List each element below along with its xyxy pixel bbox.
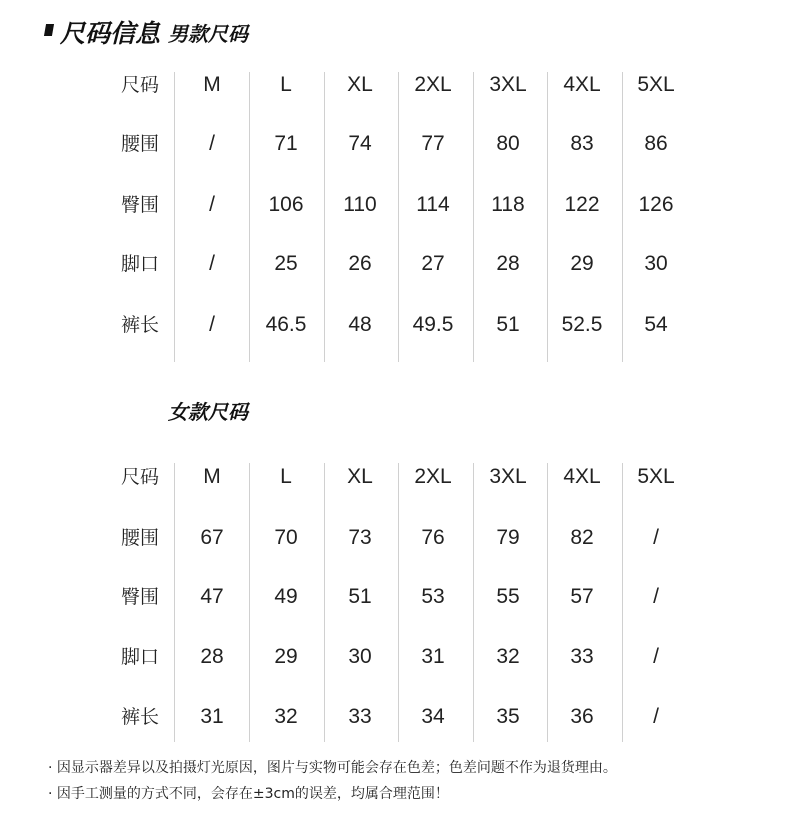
table-cell: 29 (274, 645, 298, 668)
table-cell: 33 (570, 645, 594, 668)
table-cell: / (209, 313, 215, 336)
row-label: 臀围 (120, 586, 159, 608)
table-cell: 25 (274, 252, 298, 275)
table-cell: / (209, 132, 215, 155)
header-row (0, 462, 790, 492)
table-cell: 51 (348, 585, 372, 608)
table-cell: 110 (343, 193, 377, 216)
table-cell: 53 (421, 585, 445, 608)
table-cell: 49.5 (412, 313, 454, 336)
table-cell: 28 (496, 252, 520, 275)
table-cell: 35 (496, 705, 520, 728)
table-cell: 55 (496, 585, 520, 608)
table-cell: 70 (274, 526, 298, 549)
table-cell: 79 (496, 526, 520, 549)
table-cell: / (653, 645, 659, 668)
size-header-cell: 2XL (414, 465, 452, 488)
size-header-cell: 3XL (489, 465, 527, 488)
row-label: 尺码 (120, 466, 159, 488)
table-cell: 46.5 (265, 313, 307, 336)
table-cell: 51 (496, 313, 520, 336)
size-header-cell: 4XL (563, 465, 601, 488)
row-label: 腰围 (120, 527, 159, 549)
row-label: 脚口 (120, 253, 159, 275)
table-row (0, 582, 790, 612)
table-cell: 48 (348, 313, 372, 336)
table-cell: / (653, 526, 659, 549)
table-cell: / (209, 193, 215, 216)
table-cell: 47 (200, 585, 224, 608)
row-label: 脚口 (120, 646, 159, 668)
table-cell: / (653, 705, 659, 728)
table-cell: 74 (348, 132, 372, 155)
table-cell: 31 (421, 645, 445, 668)
table-cell: 27 (421, 252, 445, 275)
section-title: 尺码信息 (60, 19, 161, 48)
table-cell: 54 (644, 313, 668, 336)
size-header-cell: XL (347, 465, 373, 488)
note-color-difference: · 因显示器差异以及拍摄灯光原因，图片与实物可能会存在色差；色差问题不作为退货理由。 (48, 760, 617, 776)
table-cell: 36 (570, 705, 594, 728)
men-size-title: 男款尺码 (168, 22, 248, 46)
table-cell: 32 (274, 705, 298, 728)
size-header-cell: M (203, 465, 221, 488)
row-label: 尺码 (120, 74, 159, 96)
size-header-cell: 4XL (563, 73, 601, 96)
size-header-cell: XL (347, 73, 373, 96)
table-cell: 122 (564, 193, 600, 216)
size-header-cell: 5XL (637, 73, 675, 96)
size-header-cell: L (280, 465, 292, 488)
size-header-cell: M (203, 73, 221, 96)
row-label: 腰围 (120, 133, 159, 155)
table-row (0, 702, 790, 732)
table-cell: 29 (570, 252, 594, 275)
table-cell: 106 (268, 193, 304, 216)
row-label: 臀围 (120, 194, 159, 216)
table-cell: 33 (348, 705, 372, 728)
table-cell: 114 (416, 193, 450, 216)
table-cell: 77 (421, 132, 445, 155)
table-cell: 32 (496, 645, 520, 668)
size-header-cell: 3XL (489, 73, 527, 96)
note-measurement-error: · 因手工测量的方式不同，会存在±3cm的误差，均属合理范围！ (48, 786, 449, 802)
size-header-cell: 2XL (414, 73, 452, 96)
table-row (0, 523, 790, 553)
table-cell: 71 (274, 132, 298, 155)
size-header-cell: 5XL (637, 465, 675, 488)
table-cell: 26 (348, 252, 372, 275)
table-row (0, 642, 790, 672)
table-cell: 28 (200, 645, 224, 668)
size-header-cell: L (280, 73, 292, 96)
table-cell: 86 (644, 132, 668, 155)
row-label: 裤长 (120, 314, 159, 336)
table-cell: 30 (348, 645, 372, 668)
table-cell: 82 (570, 526, 594, 549)
table-cell: / (653, 585, 659, 608)
table-cell: 118 (491, 193, 525, 216)
table-cell: 49 (274, 585, 298, 608)
row-label: 裤长 (120, 706, 159, 728)
table-cell: 73 (348, 526, 372, 549)
table-cell: 31 (200, 705, 224, 728)
table-cell: 34 (421, 705, 445, 728)
table-cell: 83 (570, 132, 594, 155)
table-cell: 57 (570, 585, 594, 608)
table-cell: 30 (644, 252, 668, 275)
table-cell: / (209, 252, 215, 275)
women-size-title: 女款尺码 (168, 400, 248, 424)
table-cell: 76 (421, 526, 445, 549)
table-cell: 126 (638, 193, 674, 216)
table-cell: 80 (496, 132, 520, 155)
table-cell: 52.5 (561, 313, 603, 336)
table-cell: 67 (200, 526, 224, 549)
